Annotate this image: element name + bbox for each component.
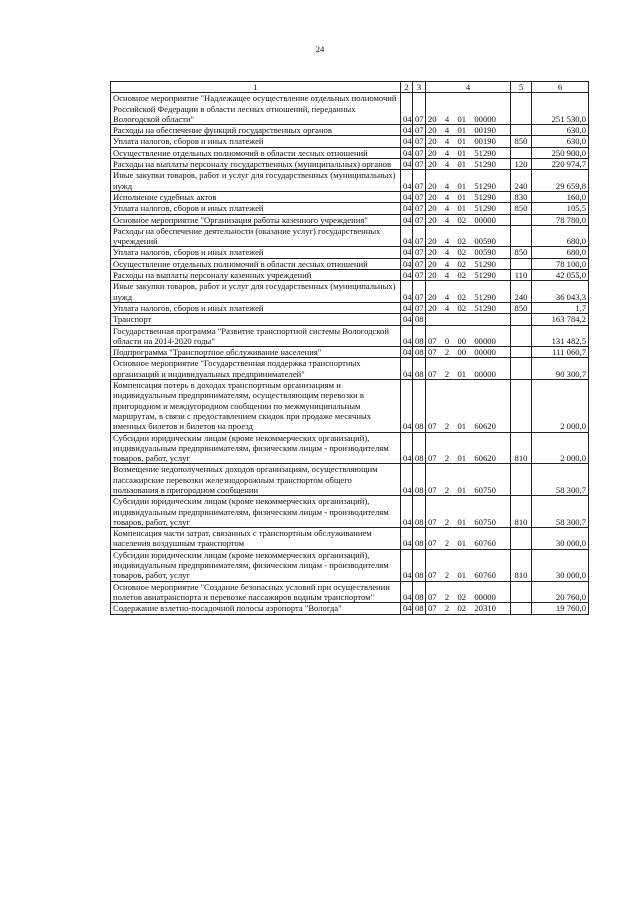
- row-name-cell: Субсидии юридическим лицам (кроме некоммерческих организаций), индивидуальным предпринимателям, физическим лицам - производителям товаров, работ, услуг: [111, 496, 401, 528]
- row-section-cell: 04: [401, 581, 413, 603]
- table-row: [111, 496, 589, 528]
- row-target-code-cell: 20 4 01 51290: [426, 170, 511, 192]
- row-target-code-cell: 20 4 02 51290: [426, 270, 511, 281]
- row-subsection-cell: 07: [413, 258, 426, 269]
- table-row: [111, 464, 589, 496]
- row-subsection-cell: 07: [413, 281, 426, 303]
- header-cell-target-code: 4: [426, 82, 511, 93]
- row-section-cell: 04: [401, 347, 413, 358]
- header-cell-name: 1: [111, 82, 401, 93]
- row-amount-cell: 58 300,7: [532, 496, 589, 528]
- row-subsection-cell: 07: [413, 147, 426, 158]
- row-name-cell: Субсидии юридическим лицам (кроме некоммерческих организаций), индивидуальным предпринимателям, физическим лицам - производителям товаров, работ, услуг: [111, 549, 401, 581]
- row-name-cell: Расходы на выплаты персоналу казенных учреждений: [111, 270, 401, 281]
- row-amount-cell: 630,0: [532, 136, 589, 147]
- header-cell-subsection: 3: [413, 82, 426, 93]
- row-section-cell: 04: [401, 225, 413, 247]
- row-name-cell: Исполнение судебных актов: [111, 191, 401, 202]
- table-row: [111, 159, 589, 170]
- row-name-cell: Основное мероприятие "Государственная поддержка транспортных организаций и индивидуальных предпринимателей": [111, 358, 401, 380]
- table-row: [111, 325, 589, 347]
- row-subsection-cell: 08: [413, 496, 426, 528]
- row-expense-type-cell: [511, 314, 532, 325]
- row-subsection-cell: 08: [413, 358, 426, 380]
- row-subsection-cell: 08: [413, 528, 426, 550]
- row-expense-type-cell: 120: [511, 159, 532, 170]
- row-section-cell: 04: [401, 302, 413, 313]
- row-amount-cell: 19 760,0: [532, 603, 589, 614]
- row-section-cell: 04: [401, 549, 413, 581]
- row-expense-type-cell: [511, 347, 532, 358]
- row-name-cell: Иные закупки товаров, работ и услуг для государственных (муниципальных) нужд: [111, 170, 401, 192]
- row-amount-cell: 90 300,7: [532, 358, 589, 380]
- row-name-cell: Основное мероприятие "Надлежащее осуществление отдельных полномочий Российской Федерации в области лесных отношений, переданных Вологодской области": [111, 93, 401, 125]
- row-target-code-cell: 07 2 01 60750: [426, 464, 511, 496]
- row-amount-cell: 2 000,0: [532, 432, 589, 464]
- row-amount-cell: 36 043,3: [532, 281, 589, 303]
- row-amount-cell: 160,0: [532, 191, 589, 202]
- row-section-cell: 04: [401, 314, 413, 325]
- row-expense-type-cell: 240: [511, 281, 532, 303]
- row-subsection-cell: 07: [413, 159, 426, 170]
- table-row: [111, 214, 589, 225]
- row-amount-cell: 30 000,0: [532, 528, 589, 550]
- row-section-cell: 04: [401, 270, 413, 281]
- row-subsection-cell: 07: [413, 136, 426, 147]
- row-subsection-cell: 07: [413, 170, 426, 192]
- row-subsection-cell: 08: [413, 314, 426, 325]
- table-row: [111, 247, 589, 258]
- row-name-cell: Уплата налогов, сборов и иных платежей: [111, 136, 401, 147]
- row-name-cell: Уплата налогов, сборов и иных платежей: [111, 302, 401, 313]
- row-target-code-cell: 20 4 01 51290: [426, 159, 511, 170]
- row-section-cell: 04: [401, 432, 413, 464]
- row-name-cell: Содержание взлетно-посадочной полосы аэропорта "Вологда": [111, 603, 401, 614]
- row-target-code-cell: 07 2 01 60620: [426, 432, 511, 464]
- row-target-code-cell: 07 2 01 60760: [426, 549, 511, 581]
- row-section-cell: 04: [401, 464, 413, 496]
- row-section-cell: 04: [401, 358, 413, 380]
- row-amount-cell: 251 530,0: [532, 93, 589, 125]
- row-amount-cell: 1,7: [532, 302, 589, 313]
- row-subsection-cell: 08: [413, 432, 426, 464]
- table-row: [111, 281, 589, 303]
- table-row: [111, 549, 589, 581]
- row-amount-cell: 111 060,7: [532, 347, 589, 358]
- row-section-cell: 04: [401, 136, 413, 147]
- row-target-code-cell: [426, 314, 511, 325]
- row-expense-type-cell: [511, 603, 532, 614]
- row-expense-type-cell: [511, 358, 532, 380]
- row-target-code-cell: 07 2 01 60620: [426, 380, 511, 432]
- row-section-cell: 04: [401, 147, 413, 158]
- row-section-cell: 04: [401, 281, 413, 303]
- row-target-code-cell: 07 2 02 20310: [426, 603, 511, 614]
- row-section-cell: 04: [401, 380, 413, 432]
- row-name-cell: Иные закупки товаров, работ и услуг для государственных (муниципальных) нужд: [111, 281, 401, 303]
- row-subsection-cell: 08: [413, 581, 426, 603]
- header-cell-amount: 6: [532, 82, 589, 93]
- row-subsection-cell: 08: [413, 347, 426, 358]
- row-amount-cell: 30 000,0: [532, 549, 589, 581]
- table-row: [111, 302, 589, 313]
- row-name-cell: Возмещение недополученных доходов организациям, осуществляющим пассажирские перевозки железнодорожным транспортом общего пользования в пригородном сообщении: [111, 464, 401, 496]
- row-target-code-cell: 20 4 02 51290: [426, 258, 511, 269]
- row-amount-cell: 630,0: [532, 125, 589, 136]
- row-subsection-cell: 07: [413, 247, 426, 258]
- row-subsection-cell: 07: [413, 302, 426, 313]
- row-target-code-cell: 07 2 01 00000: [426, 358, 511, 380]
- table-row: [111, 528, 589, 550]
- row-name-cell: Расходы на обеспечение деятельности (оказание услуг) государственных учреждений: [111, 225, 401, 247]
- row-target-code-cell: 20 4 01 00000: [426, 93, 511, 125]
- row-subsection-cell: 07: [413, 191, 426, 202]
- row-section-cell: 04: [401, 496, 413, 528]
- row-expense-type-cell: [511, 147, 532, 158]
- table-row: [111, 358, 589, 380]
- row-target-code-cell: 20 4 02 00000: [426, 214, 511, 225]
- row-target-code-cell: 20 4 01 00190: [426, 125, 511, 136]
- row-name-cell: Субсидии юридическим лицам (кроме некоммерческих организаций), индивидуальным предпринимателям, физическим лицам - производителям товаров, работ, услуг: [111, 432, 401, 464]
- table-row: [111, 170, 589, 192]
- row-expense-type-cell: 830: [511, 191, 532, 202]
- row-expense-type-cell: 850: [511, 136, 532, 147]
- row-name-cell: Государственная программа "Развитие транспортной системы Вологодской области на 2014-2020 годы": [111, 325, 401, 347]
- row-subsection-cell: 08: [413, 464, 426, 496]
- row-amount-cell: 58 300,7: [532, 464, 589, 496]
- row-subsection-cell: 08: [413, 603, 426, 614]
- row-section-cell: 04: [401, 159, 413, 170]
- row-subsection-cell: 07: [413, 125, 426, 136]
- row-name-cell: Компенсация части затрат, связанных с транспортным обслуживанием населения воздушным транспортом: [111, 528, 401, 550]
- table-row: [111, 314, 589, 325]
- row-amount-cell: 250 900,0: [532, 147, 589, 158]
- row-target-code-cell: 20 4 02 51290: [426, 302, 511, 313]
- row-amount-cell: 42 055,0: [532, 270, 589, 281]
- row-target-code-cell: 07 2 02 00000: [426, 581, 511, 603]
- table-row: [111, 270, 589, 281]
- row-target-code-cell: 07 2 01 60760: [426, 528, 511, 550]
- row-amount-cell: 131 482,5: [532, 325, 589, 347]
- row-target-code-cell: 20 4 01 00190: [426, 136, 511, 147]
- row-name-cell: Основное мероприятие "Организация работы казенного учреждения": [111, 214, 401, 225]
- row-subsection-cell: 08: [413, 549, 426, 581]
- row-expense-type-cell: 810: [511, 432, 532, 464]
- row-expense-type-cell: [511, 325, 532, 347]
- row-expense-type-cell: 110: [511, 270, 532, 281]
- row-expense-type-cell: 810: [511, 549, 532, 581]
- row-expense-type-cell: [511, 258, 532, 269]
- row-name-cell: Основное мероприятие "Создание безопасных условий при осуществлении полетов авиатранспорта и перевозке пассажиров водным транспортом": [111, 581, 401, 603]
- page-number: 24: [315, 44, 325, 54]
- row-expense-type-cell: 240: [511, 170, 532, 192]
- row-amount-cell: 2 000,0: [532, 380, 589, 432]
- row-expense-type-cell: 850: [511, 203, 532, 214]
- row-target-code-cell: 20 4 01 51290: [426, 191, 511, 202]
- row-target-code-cell: 20 4 02 00590: [426, 225, 511, 247]
- row-section-cell: 04: [401, 214, 413, 225]
- row-section-cell: 04: [401, 93, 413, 125]
- header-cell-expense-type: 5: [511, 82, 532, 93]
- row-amount-cell: 680,0: [532, 247, 589, 258]
- table-row: [111, 380, 589, 432]
- row-amount-cell: 20 760,0: [532, 581, 589, 603]
- row-target-code-cell: 20 4 01 51290: [426, 147, 511, 158]
- table-row: [111, 93, 589, 125]
- row-name-cell: Компенсация потерь в доходах транспортным организациям и индивидуальным предпринимателям, осуществляющим перевозки в пригородном и междугородном сообщении по межмуниципальным маршрутам, в связи с предоставлением скидок при продаже месячных именных билетов и билетов на проезд: [111, 380, 401, 432]
- row-expense-type-cell: [511, 528, 532, 550]
- row-name-cell: Подпрограмма "Транспортное обслуживание населения": [111, 347, 401, 358]
- row-subsection-cell: 08: [413, 325, 426, 347]
- row-expense-type-cell: [511, 225, 532, 247]
- row-amount-cell: 680,0: [532, 225, 589, 247]
- table-header-row: [111, 82, 589, 93]
- row-section-cell: 04: [401, 258, 413, 269]
- row-target-code-cell: 20 4 02 51290: [426, 281, 511, 303]
- table-row: [111, 347, 589, 358]
- header-cell-section: 2: [401, 82, 413, 93]
- table-row: [111, 136, 589, 147]
- row-expense-type-cell: [511, 380, 532, 432]
- row-name-cell: Уплата налогов, сборов и иных платежей: [111, 247, 401, 258]
- table-row: [111, 432, 589, 464]
- table-body: [111, 93, 589, 614]
- row-amount-cell: 78 780,0: [532, 214, 589, 225]
- row-expense-type-cell: [511, 581, 532, 603]
- row-target-code-cell: 07 2 00 00000: [426, 347, 511, 358]
- row-subsection-cell: 07: [413, 214, 426, 225]
- row-target-code-cell: 20 4 01 51290: [426, 203, 511, 214]
- row-section-cell: 04: [401, 125, 413, 136]
- row-section-cell: 04: [401, 247, 413, 258]
- row-expense-type-cell: [511, 464, 532, 496]
- row-amount-cell: 220 974,7: [532, 159, 589, 170]
- row-section-cell: 04: [401, 325, 413, 347]
- row-section-cell: 04: [401, 191, 413, 202]
- row-subsection-cell: 07: [413, 225, 426, 247]
- table-row: [111, 191, 589, 202]
- table-row: [111, 203, 589, 214]
- row-name-cell: Расходы на обеспечение функций государственных органов: [111, 125, 401, 136]
- row-section-cell: 04: [401, 170, 413, 192]
- row-expense-type-cell: 850: [511, 247, 532, 258]
- row-expense-type-cell: [511, 93, 532, 125]
- row-section-cell: 04: [401, 203, 413, 214]
- row-subsection-cell: 08: [413, 380, 426, 432]
- row-expense-type-cell: [511, 214, 532, 225]
- table-row: [111, 147, 589, 158]
- table-row: [111, 581, 589, 603]
- table-row: [111, 603, 589, 614]
- row-amount-cell: 105,5: [532, 203, 589, 214]
- row-section-cell: 04: [401, 603, 413, 614]
- row-name-cell: Уплата налогов, сборов и иных платежей: [111, 203, 401, 214]
- row-expense-type-cell: 850: [511, 302, 532, 313]
- row-name-cell: Транспорт: [111, 314, 401, 325]
- row-subsection-cell: 07: [413, 203, 426, 214]
- row-name-cell: Расходы на выплаты персоналу государственных (муниципальных) органов: [111, 159, 401, 170]
- row-expense-type-cell: [511, 125, 532, 136]
- row-subsection-cell: 07: [413, 93, 426, 125]
- row-amount-cell: 29 659,8: [532, 170, 589, 192]
- row-subsection-cell: 07: [413, 270, 426, 281]
- table-row: [111, 258, 589, 269]
- row-target-code-cell: 20 4 02 00590: [426, 247, 511, 258]
- row-amount-cell: 163 784,2: [532, 314, 589, 325]
- row-name-cell: Осуществление отдельных полномочий в области лесных отношений: [111, 258, 401, 269]
- row-expense-type-cell: 810: [511, 496, 532, 528]
- row-section-cell: 04: [401, 528, 413, 550]
- row-target-code-cell: 07 2 01 60750: [426, 496, 511, 528]
- row-amount-cell: 78 100,0: [532, 258, 589, 269]
- budget-table: [110, 81, 589, 615]
- table-row: [111, 125, 589, 136]
- table-row: [111, 225, 589, 247]
- row-target-code-cell: 07 0 00 00000: [426, 325, 511, 347]
- row-name-cell: Осуществление отдельных полномочий в области лесных отношений: [111, 147, 401, 158]
